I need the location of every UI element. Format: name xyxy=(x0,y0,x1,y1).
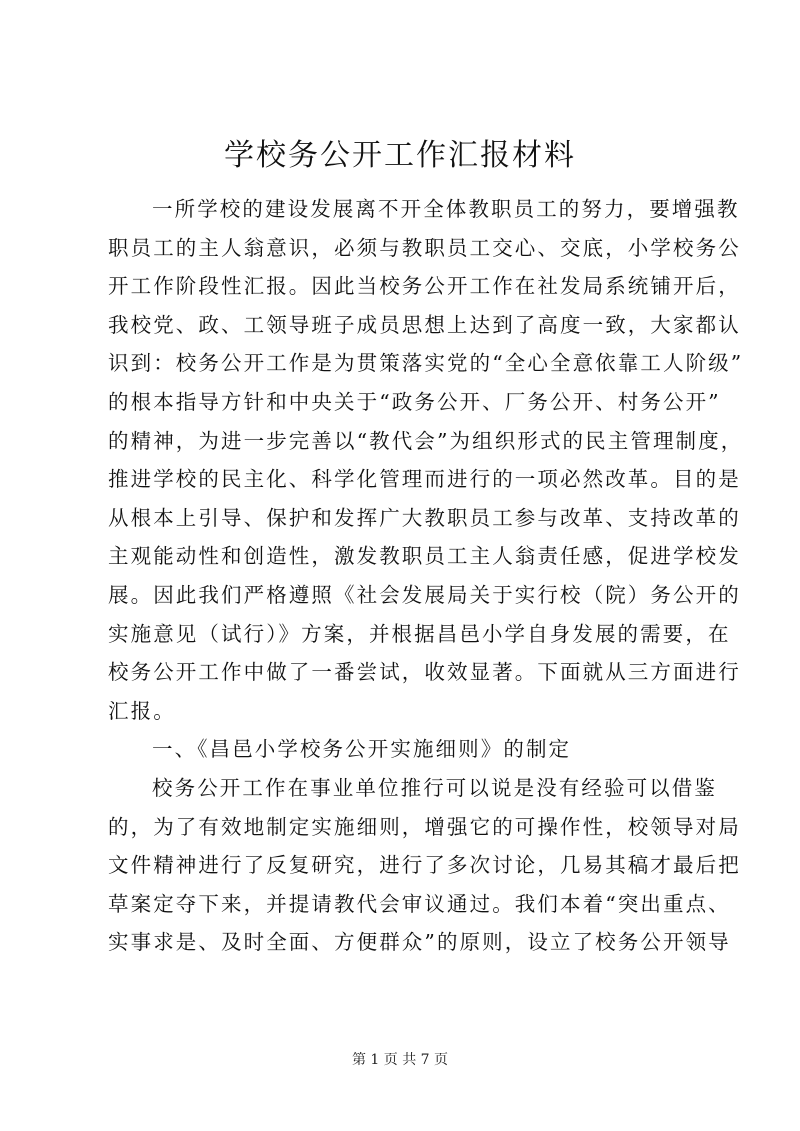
body-line: 校务公开工作中做了一番尝试，收效显著。下面就从三方面进行 xyxy=(108,660,741,685)
body-line: 草案定夺下来，并提请教代会审议通过。我们本着“突出重点、 xyxy=(108,891,731,916)
document-title: 学校务公开工作汇报材料 xyxy=(224,138,576,173)
body-line: 文件精神进行了反复研究，进行了多次讨论，几易其稿才最后把 xyxy=(108,853,741,878)
body-line: 的根本指导方针和中央关于“政务公开、厂务公开、村务公开” xyxy=(108,389,721,414)
body-line: 职员工的主人翁意识，必须与教职员工交心、交底，小学校务公 xyxy=(108,235,741,260)
body-line: 的精神，为进一步完善以“教代会”为组织形式的民主管理制度， xyxy=(108,428,744,453)
body-line: 展。因此我们严格遵照《社会发展局关于实行校（院）务公开的 xyxy=(108,582,741,607)
body-line: 主观能动性和创造性，激发教职员工主人翁责任感，促进学校发 xyxy=(108,544,741,569)
document-body xyxy=(108,190,744,962)
body-line: 校务公开工作在事业单位推行可以说是没有经验可以借鉴 xyxy=(152,775,717,800)
body-line: 的，为了有效地制定实施细则，增强它的可操作性，校领导对局 xyxy=(108,814,741,839)
body-line: 识到：校务公开工作是为贯策落实党的“全心全意依靠工人阶级” xyxy=(108,351,744,376)
section-heading: 一、《昌邑小学校务公开实施细则》的制定 xyxy=(152,737,572,762)
body-line: 汇报。 xyxy=(108,698,176,723)
body-line: 实事求是、及时全面、方便群众”的原则，设立了校务公开领导 xyxy=(108,930,731,955)
body-line: 实施意见（试行）》方案，并根据昌邑小学自身发展的需要，在 xyxy=(108,621,731,646)
body-line: 我校党、政、工领导班子成员思想上达到了高度一致，大家都认 xyxy=(108,312,741,337)
body-line: 开工作阶段性汇报。因此当校务公开工作在社发局系统铺开后， xyxy=(108,274,741,299)
body-line: 从根本上引导、保护和发挥广大教职员工参与改革、支持改革的 xyxy=(108,505,741,530)
page-number: 第 1 页 共 7 页 xyxy=(351,1052,449,1068)
body-line: 推进学校的民主化、科学化管理而进行的一项必然改革。目的是 xyxy=(108,467,741,492)
body-line: 一所学校的建设发展离不开全体教职员工的努力，要增强教 xyxy=(152,197,740,221)
